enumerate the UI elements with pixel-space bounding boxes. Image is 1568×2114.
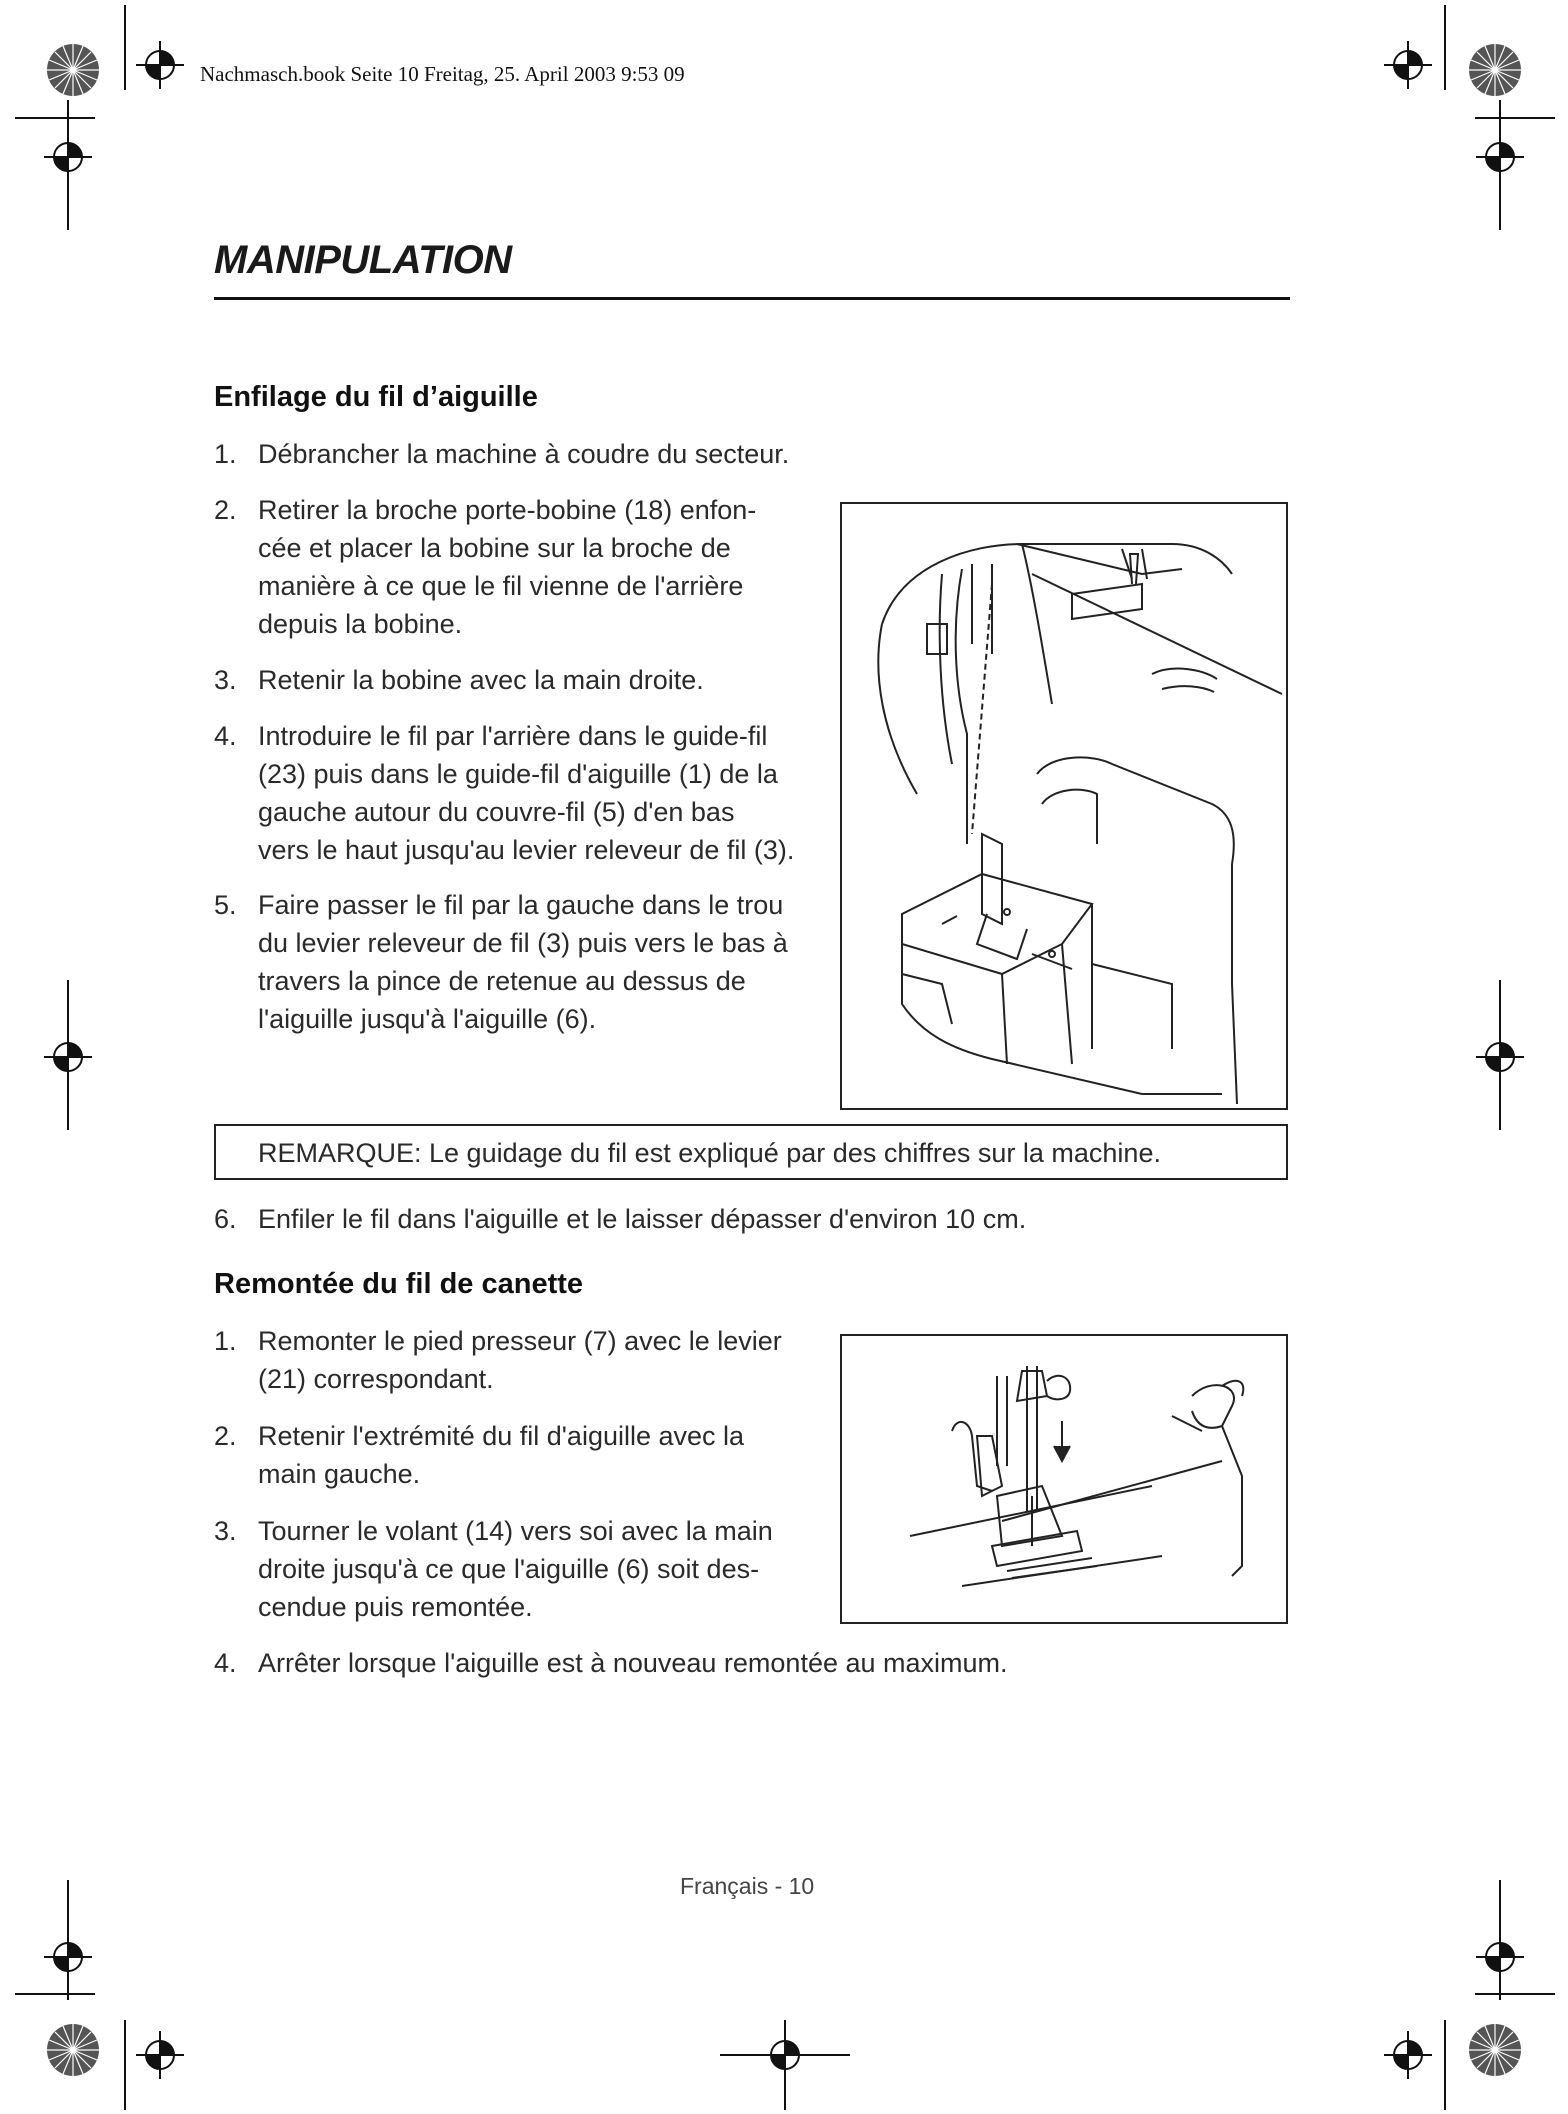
item-text: Retenir la bobine avec la main droite. <box>258 665 704 695</box>
needle-illustration <box>842 1336 1286 1622</box>
item-line: Faire passer le fil par la gauche dans le trou <box>258 890 784 920</box>
note-box <box>214 1124 1288 1180</box>
item-number: 5. <box>214 890 237 920</box>
item-line: droite jusqu'à ce que l'aiguille (6) soit des- <box>258 1554 760 1584</box>
item-text: Arrêter lorsque l'aiguille est à nouveau remontée au maximum. <box>258 1648 1008 1678</box>
item-number: 2. <box>214 495 237 525</box>
item-line: (21) correspondant. <box>258 1364 494 1394</box>
page-footer: Français - 10 <box>680 1873 815 1899</box>
item-line: du levier releveur de fil (3) puis vers le bas à <box>258 928 788 958</box>
item-line: Retirer la broche porte-bobine (18) enfon- <box>258 495 757 525</box>
list-item <box>214 717 794 869</box>
list-item <box>214 1417 744 1493</box>
title-rule <box>214 297 1290 300</box>
item-number: 1. <box>214 1326 237 1356</box>
note-text: REMARQUE: Le guidage du fil est expliqué par des chiffres sur la machine. <box>258 1138 1161 1168</box>
item-number: 1. <box>214 439 237 469</box>
item-line: cée et placer la bobine sur la broche de <box>258 533 731 563</box>
item-line: Tourner le volant (14) vers soi avec la main <box>258 1516 773 1546</box>
item-text: Enfiler le fil dans l'aiguille et le laisser dépasser d'environ 10 cm. <box>258 1204 1027 1234</box>
item-number: 3. <box>214 665 237 695</box>
item-line: l'aiguille jusqu'à l'aiguille (6). <box>258 1004 597 1034</box>
sewing-machine-illustration <box>842 504 1286 1108</box>
list-item <box>214 1200 1026 1238</box>
item-number: 2. <box>214 1421 237 1451</box>
item-line: (23) puis dans le guide-fil d'aiguille (1) de la <box>258 759 778 789</box>
item-line: travers la pince de retenue au dessus de <box>258 966 746 996</box>
list-item <box>214 491 756 643</box>
list-item <box>214 1644 1008 1682</box>
item-line: depuis la bobine. <box>258 609 463 639</box>
section-heading-bobbin: Remontée du fil de canette <box>214 1268 584 1300</box>
item-line: Remonter le pied presseur (7) avec le levier <box>258 1326 782 1356</box>
list-item <box>214 886 788 1038</box>
section-heading-threading: Enfilage du fil d’aiguille <box>214 381 538 413</box>
item-line: Retenir l'extrémité du fil d'aiguille avec la <box>258 1421 745 1451</box>
list-item <box>214 661 704 699</box>
list-item <box>214 435 789 473</box>
figure-needle-presser-foot <box>840 1334 1288 1624</box>
item-number: 4. <box>214 1648 237 1678</box>
item-line: main gauche. <box>258 1459 421 1489</box>
list-item <box>214 1322 782 1398</box>
figure-sewing-machine-threading <box>840 502 1288 1110</box>
item-line: gauche autour du couvre-fil (5) d'en bas <box>258 797 735 827</box>
item-number: 3. <box>214 1516 237 1546</box>
item-line: vers le haut jusqu'au levier releveur de fil (3). <box>258 835 795 865</box>
book-info-header: Nachmasch.book Seite 10 Freitag, 25. April 2003 9:53 09 <box>200 62 685 86</box>
page-title: MANIPULATION <box>214 238 512 282</box>
item-number: 6. <box>214 1204 237 1234</box>
item-line: Introduire le fil par l'arrière dans le guide-fil <box>258 721 768 751</box>
item-text: Débrancher la machine à coudre du secteur. <box>258 439 790 469</box>
item-number: 4. <box>214 721 237 751</box>
item-line: manière à ce que le fil vienne de l'arrière <box>258 571 744 601</box>
list-item <box>214 1512 773 1626</box>
item-line: cendue puis remontée. <box>258 1592 533 1622</box>
